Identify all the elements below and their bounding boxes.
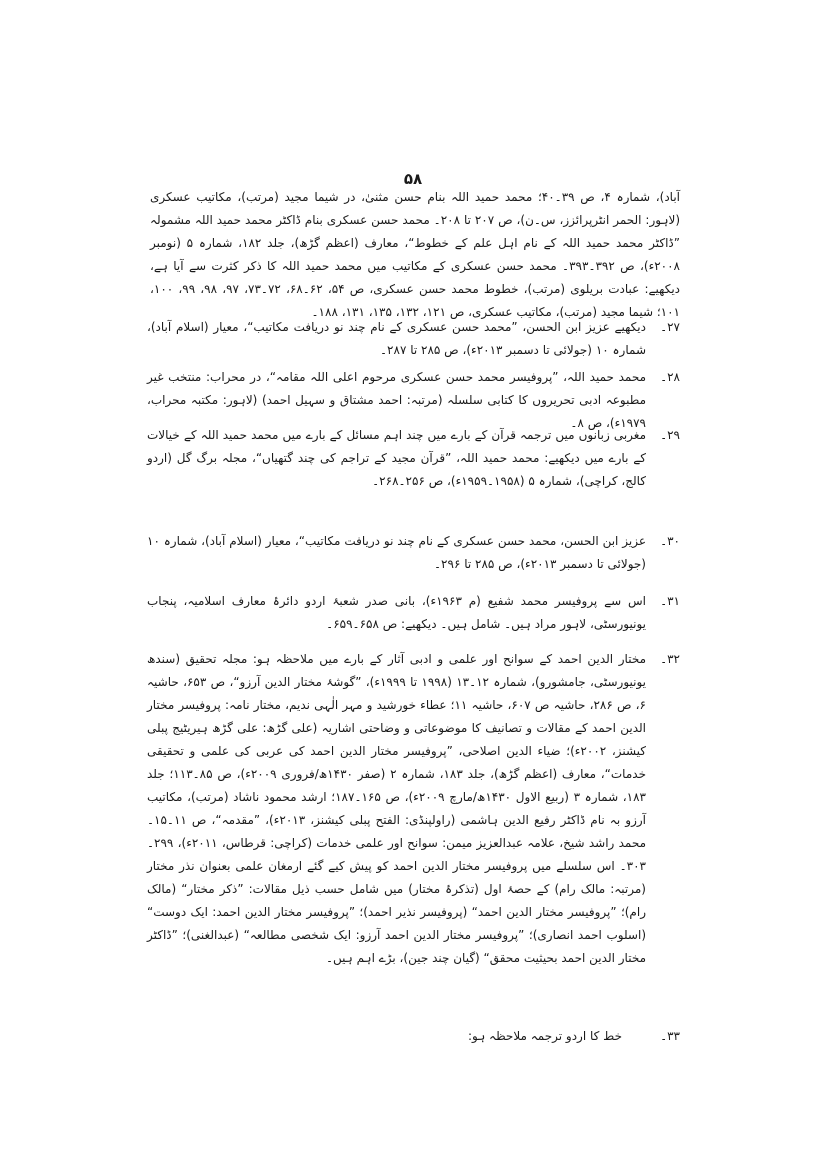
footnote-number: ۳۲۔ — [660, 652, 680, 666]
footnote-text: مغربی زبانوں میں ترجمہ قرآن کے بارے میں چند اہم مسائل کے بارے میں محمد حمید اللہ کے خیالات کے بارے میں دیکھیے: محمد حمید اللہ، ”قرآن مجید کے تراجم کی چند گتھیاں“، مجلہ برگ گل (اردو کالج، کراچی)، شمارہ ۵ (۱۹۵۸۔۱۹۵۹ء)، ص ۲۵۶۔۲۶۸۔ — [147, 428, 646, 488]
footnote-text: خط کا اردو ترجمہ ملاحظہ ہو: — [467, 1029, 622, 1043]
footnote-number: ۲۷۔ — [660, 320, 680, 334]
footnote-text: عزیز ابن الحسن، محمد حسن عسکری کے نام چند نو دریافت مکاتیب“، معیار (اسلام آباد)، شمارہ ۱۰ (جولائی تا دسمبر ۲۰۱۳ء)، ص ۲۸۵ تا ۲۹۶۔ — [147, 534, 646, 571]
footnote-29 — [147, 424, 680, 493]
footnote-text: دیکھیے عزیز ابن الحسن، ”محمد حسن عسکری کے نام چند نو دریافت مکاتیب“، معیار (اسلام آباد)، شمارہ ۱۰ (جولائی تا دسمبر ۲۰۱۳ء)، ص ۲۸۵ تا ۲۸۷۔ — [147, 320, 646, 357]
footnote-33 — [147, 1025, 680, 1048]
footnote-27 — [147, 316, 680, 362]
footnote-text: مختار الدین احمد کے سوانح اور علمی و ادبی آثار کے بارے میں ملاحظہ ہو: مجلہ تحقیق (سندھ یونیورسٹی، جامشورو)، شمارہ ۱۲۔۱۳ (۱۹۹۸ تا ۱۹۹۹ء)، ”گوشۂ مختار الدین آرزو“، ص ۶۵۳، حاشیہ ۶، ص ۲۸۶، حاشیہ ص ۶۰۷، حاشیہ ۱۱؛ عطاء خورشید و مہر الٰہی ندیم، مختار نامہ: پروفیسر مختار الدین احمد کے مقالات و تصانیف کا موضوعاتی و وضاحتی اشاریہ (علی گڑھ: علی گڑھ ہیریٹیج پبلی کیشنز، ۲۰۰۲ء)؛ ضیاء الدین اصلاحی، ”پروفیسر مختار الدین احمد کی عربی کی علمی و تحقیقی خدمات“، معارف (اعظم گڑھ)، جلد ۱۸۳، شمارہ ۲ (صفر ۱۴۳۰ھ/فروری ۲۰۰۹ء)، ص ۸۵۔۱۱۳؛ جلد ۱۸۳، شمارہ ۳ (ربیع الاول ۱۴۳۰ھ/مارچ ۲۰۰۹ء)، ص ۱۶۵۔۱۸۷؛ ارشد محمود ناشاد (مرتب)، مکاتیب آرزو بہ نام ڈاکٹر رفیع الدین ہاشمی (راولپنڈی: الفتح پبلی کیشنز، ۲۰۱۳ء)، ”مقدمہ“، ص ۱۱۔۱۵۔ محمد راشد شیخ، علامہ عبدالعزیز میمن: سوانح اور علمی خدمات (کراچی: قرطاس، ۲۰۱۱ء)، ۲۹۹۔۳۰۳۔ اس سلسلے میں پروفیسر مختار الدین احمد کو پیش کیے گئے ارمغان علمی بعنوان نذر مختار (مرتبہ: مالک رام) کے حصۂ اول (تذکرۂ مختار) میں شامل حسب ذیل مقالات: ”ذکر مختار“ (مالک رام)؛ ”پروفیسر مختار الدین احمد“ (پروفیسر نذیر احمد)؛ ”پروفیسر مختار الدین احمد: ایک دوست“ (اسلوب احمد انصاری)؛ ”پروفیسر مختار الدین احمد آرزو: ایک شخصی مطالعہ“ (عبدالغنی)؛ ”ڈاکٹر مختار الدین احمد بحیثیت محقق“ (گیان چند جین)، بڑے اہم ہیں۔ — [147, 652, 647, 965]
footnote-text: محمد حمید اللہ، ”پروفیسر محمد حسن عسکری مرحوم اعلی اللہ مقامہ“، در محراب: منتخب غیر مطبوعہ ادبی تحریروں کا کتابی سلسلہ (مرتبہ: احمد مشتاق و سہیل احمد) (لاہور: مکتبہ محراب، ۱۹۷۹ء)، ص ۸۔ — [147, 370, 646, 430]
footnote-number: ۲۸۔ — [660, 370, 680, 384]
footnote-number: ۲۹۔ — [660, 428, 680, 442]
page-number: ۵۸ — [403, 170, 423, 188]
footnote-number: ۳۱۔ — [660, 594, 680, 608]
footnote-number: ۳۳۔ — [660, 1029, 680, 1043]
continuation-paragraph: آباد)، شمارہ ۴، ص ۳۹۔۴۰؛ محمد حمید اللہ بنام حسن مثنیٰ، در شیما مجید (مرتب)، مکاتیب عسکری (لاہور: الحمر انٹرپرائزز، س۔ن)، ص ۲۰۷ تا ۲۰۸۔ محمد حسن عسکری بنام ڈاکٹر محمد حمید اللہ مشمولہ ”ڈاکٹر محمد حمید اللہ کے نام اہل علم کے خطوط“، معارف (اعظم گڑھ)، جلد ۱۸۲، شمارہ ۵ (نومبر ۲۰۰۸ء)، ص ۳۹۲۔۳۹۳۔ محمد حسن عسکری کے مکاتیب میں محمد حمید اللہ کا ذکر کثرت سے آیا ہے، دیکھیے: عبادت بریلوی (مرتب)، خطوط محمد حسن عسکری، ص ۵۴، ۶۲۔۶۸، ۷۲۔۷۳، ۹۷، ۹۸، ۹۹، ۱۰۰، ۱۰۱؛ شیما مجید (مرتب)، مکاتیب عسکری، ص ۱۲۱، ۱۳۲، ۱۳۵، ۱۳۱، ۱۸۸۔ — [150, 190, 681, 319]
footnote-number: ۳۰۔ — [660, 534, 680, 548]
footnote-30 — [147, 530, 680, 576]
footnote-32 — [147, 648, 680, 970]
footnote-text: اس سے پروفیسر محمد شفیع (م ۱۹۶۳ء)، بانی صدر شعبۂ اردو دائرۂ معارف اسلامیہ، پنجاب یونیورسٹی، لاہور مراد ہیں۔ شامل ہیں۔ دیکھیے: ص ۶۵۸۔۶۵۹۔ — [147, 594, 646, 631]
footnote-31 — [147, 590, 680, 636]
